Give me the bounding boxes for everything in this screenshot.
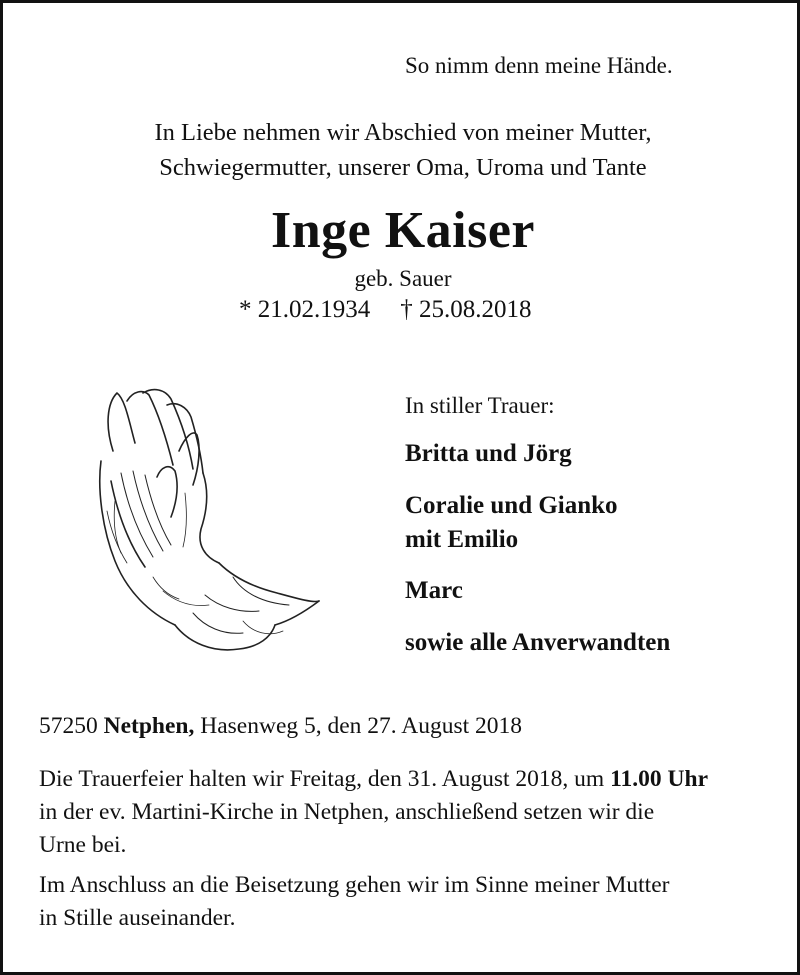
location-line (39, 713, 522, 740)
maiden-name: geb. Sauer (354, 266, 452, 291)
death-date: 25.08.2018 (419, 296, 532, 323)
mourners-heading: In stiller Trauer: (405, 393, 555, 418)
motto-text: So nimm denn meine Hände. (405, 53, 673, 78)
mourner-family-2-line-1: Coralie und Gianko (405, 492, 618, 519)
city-name: Netphen, (103, 713, 195, 739)
mourner-family-2-line-2: mit Emilio (405, 526, 519, 553)
postal-code: 57250 (39, 713, 98, 739)
funeral-line-1 (39, 763, 708, 796)
praying-hands-icon (93, 381, 323, 661)
birth-symbol: * (239, 296, 252, 323)
birth-date: 21.02.1934 (257, 296, 371, 323)
funeral-line-1-text: Die Trauerfeier halten wir Freitag, den 31. August 2018, um (39, 766, 605, 792)
mourner-family-1: Britta und Jörg (405, 440, 572, 467)
funeral-time: 11.00 Uhr (610, 766, 709, 792)
closing-line-2: in Stille auseinander. (39, 905, 236, 931)
address-date: Hasenweg 5, den 27. August 2018 (200, 713, 523, 739)
deceased-name: Inge Kaiser (270, 202, 536, 259)
intro-text (3, 115, 800, 185)
funeral-line-3: Urne bei. (39, 832, 127, 858)
mourner-family-3: Marc (405, 577, 463, 604)
death-symbol: † (400, 296, 413, 323)
closing-info (39, 869, 669, 935)
mourner-family-4: sowie alle Anverwandten (405, 629, 671, 656)
funeral-line-2: in der ev. Martini-Kirche in Netphen, anschließend setzen wir die (39, 799, 655, 825)
closing-line-1: Im Anschluss an die Beisetzung gehen wir im Sinne meiner Mutter (39, 872, 670, 898)
intro-line-1: In Liebe nehmen wir Abschied von meiner Mutter, (154, 119, 652, 146)
life-dates (239, 296, 532, 324)
funeral-info (39, 763, 708, 862)
intro-line-2: Schwiegermutter, unserer Oma, Uroma und Tante (159, 154, 647, 181)
